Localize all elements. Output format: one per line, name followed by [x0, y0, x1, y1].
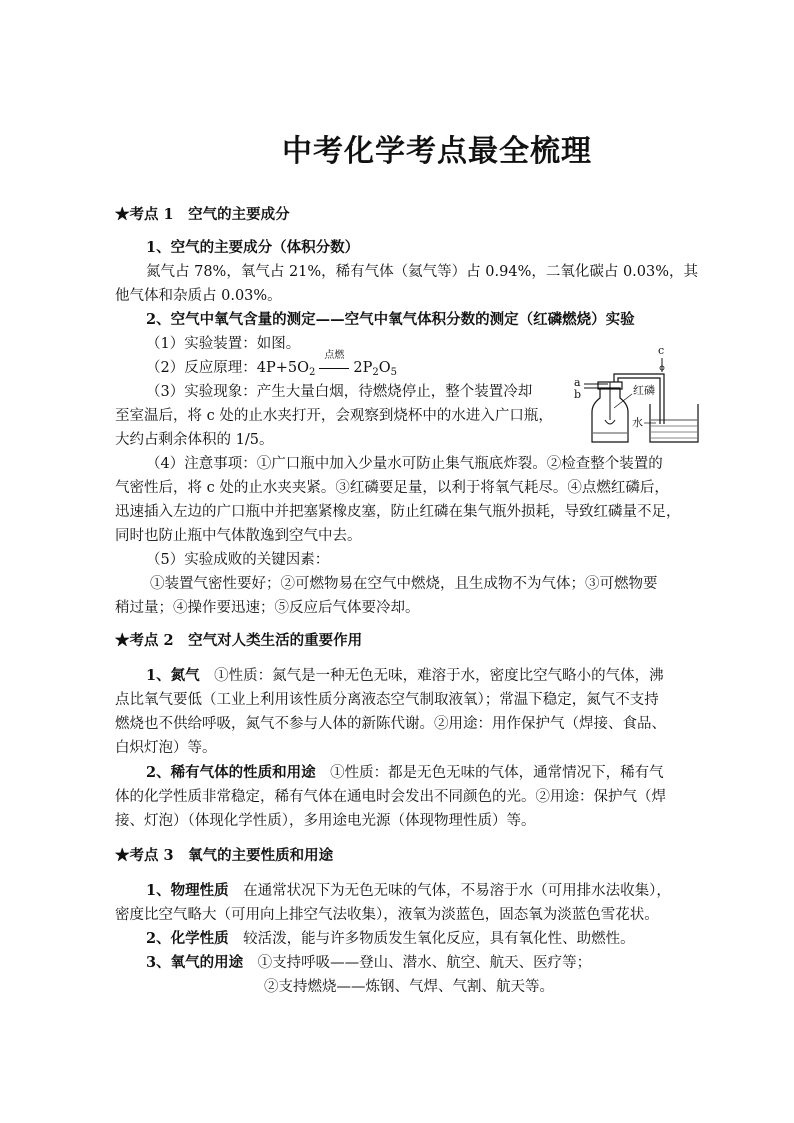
label-c: c	[658, 344, 665, 357]
subscript: 2	[308, 367, 316, 378]
paragraph-line	[146, 762, 664, 784]
item-line: （3）实验现象：产生大量白烟，待燃烧停止，整个装置冷却	[146, 384, 533, 400]
paragraph-line: 密度比空气略大（可用向上排空气法收集），液氧为淡蓝色，固态氧为淡蓝色雪花状。	[115, 907, 659, 923]
paragraph-text: 在通常状况下为无色无味的气体，不易溶于水（可用排水法收集），	[228, 883, 671, 899]
paragraph-text: 较活泼，能与许多物质发生氧化反应，具有氧化性、助燃性。	[228, 931, 635, 947]
item-line: ①装置气密性要好；②可燃物易在空气中燃烧，且生成物不为气体；③可燃物要	[150, 576, 658, 592]
paragraph-line: 体的化学性质非常稳定，稀有气体在通电时会发出不同颜色的光。②用途：保护气（焊	[115, 789, 666, 805]
paragraph-line	[146, 928, 635, 950]
section-1-subheading-1: 1、空气的主要成分（体积分数）	[146, 239, 360, 256]
page-title: 中考化学考点最全梳理	[282, 134, 592, 169]
paragraph-text: ①性质：氮气是一种无色无味，难溶于水，密度比空气略小的气体，沸	[199, 668, 664, 684]
label-water: 水	[632, 416, 643, 429]
item-line: 大约占剩余体积的 1/5。	[115, 432, 274, 448]
reaction-equation	[146, 350, 397, 384]
apparatus-diagram	[572, 338, 702, 448]
paragraph-line: 他气体和杂质占 0.03%。	[115, 288, 282, 304]
section-1-heading: ★考点 1 空气的主要成分	[115, 206, 290, 223]
item-line: （1）实验装置：如图。	[146, 336, 301, 352]
subheading-nitrogen: 1、氮气	[146, 667, 200, 684]
paragraph-line: 氮气占 78%，氧气占 21%，稀有气体（氦气等）占 0.94%，二氧化碳占 0.03%，其	[146, 264, 699, 280]
paragraph-line: 接、灯泡）（体现化学性质），多用途电光源（体现物理性质）等。	[115, 813, 536, 829]
item-line: （4）注意事项：①广口瓶中加入少量水可防止集气瓶底炸裂。②检查整个装置的	[146, 456, 663, 472]
equation-product-o: O	[378, 360, 391, 376]
section-3-heading: ★考点 3 氧气的主要性质和用途	[115, 847, 334, 864]
subscript: 5	[390, 367, 397, 378]
equation-reactants: （2）反应原理：4P+5O	[146, 360, 309, 376]
paragraph-line: 点比氧气要低（工业上利用该性质分离液态空气制取液氧）；常温下稳定，氮气不支持	[115, 692, 659, 708]
paragraph-line	[146, 665, 664, 687]
item-line: （5）实验成败的关键因素：	[146, 552, 330, 568]
item-line: 至室温后，将 c 处的止水夹打开，会观察到烧杯中的水进入广口瓶，	[115, 408, 553, 424]
item-line: 气密性后，将 c 处的止水夹夹紧。③红磷要足量，以利于将氧气耗尽。④点燃红磷后，	[115, 480, 669, 496]
paragraph-line	[146, 952, 591, 974]
label-b: b	[574, 388, 582, 401]
paragraph-text: ①性质：都是无色无味的气体，通常情况下，稀有气	[315, 765, 664, 781]
item-line: 迅速插入左边的广口瓶中并把塞紧橡皮塞，防止红磷在集气瓶外损耗，导致红磷量不足，	[115, 504, 681, 520]
equation-product: 2P	[353, 360, 373, 376]
subscript: 2	[372, 367, 379, 378]
item-line: 稍过量；④操作要迅速；⑤反应后气体要冷却。	[115, 600, 420, 616]
label-red-phosphorus: 红磷	[633, 384, 655, 397]
item-line: 同时也防止瓶中气体散逸到空气中去。	[115, 528, 362, 544]
paragraph-line: 燃烧也不供给呼吸，氮气不参与人体的新陈代谢。②用途：用作保护气（焊接、食品、	[115, 716, 666, 732]
subheading-noble-gases: 2、稀有气体的性质和用途	[146, 764, 316, 781]
paragraph-line: ②支持燃烧——炼钢、气焊、气割、航天等。	[264, 979, 554, 995]
label-a: a	[574, 376, 581, 389]
subheading-physical: 1、物理性质	[146, 882, 229, 899]
reaction-condition: 点燃	[324, 350, 345, 361]
subheading-uses: 3、氧气的用途	[146, 954, 244, 971]
section-1-subheading-2: 2、空气中氧气含量的测定——空气中氧气体积分数的测定（红磷燃烧）实验	[146, 311, 635, 328]
subheading-chemical: 2、化学性质	[146, 930, 229, 947]
reaction-arrow	[319, 350, 349, 379]
paragraph-text: ①支持呼吸——登山、潜水、航空、航天、医疗等；	[243, 955, 592, 971]
paragraph-line: 白炽灯泡）等。	[115, 740, 217, 756]
paragraph-line	[146, 880, 671, 902]
section-2-heading: ★考点 2 空气对人类生活的重要作用	[115, 632, 363, 649]
